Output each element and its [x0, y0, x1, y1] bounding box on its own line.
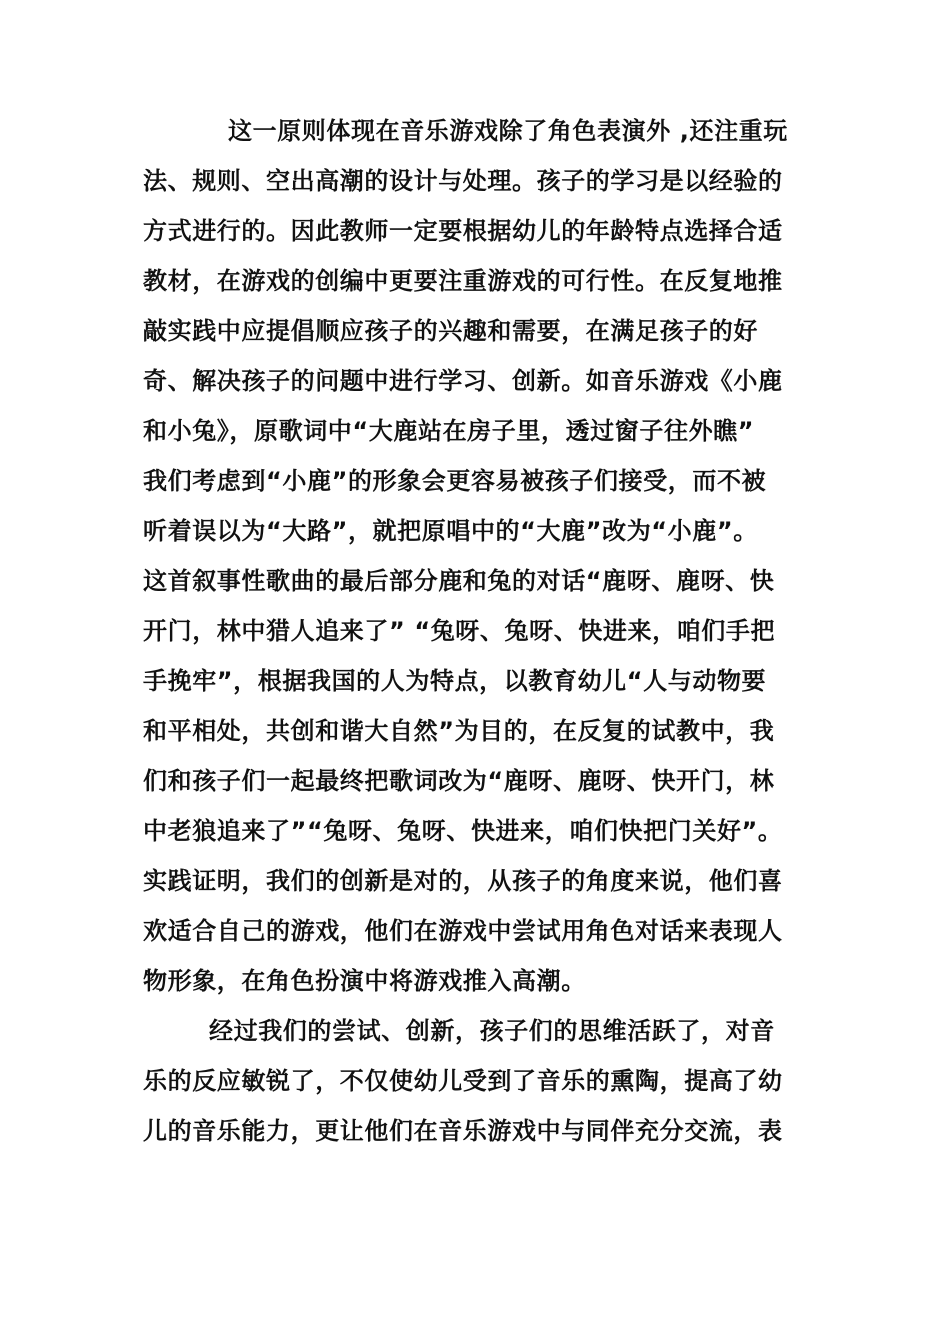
text-line: 实践证明，我们的创新是对的，从孩子的角度来说，他们喜 — [143, 867, 783, 895]
text-line: 开门，林中猎人追来了” “兔呀、兔呀、快进来，咱们手把 — [143, 617, 776, 645]
text-line: 奇、解决孩子的问题中进行学习、创新。如音乐游戏《小鹿 — [143, 367, 783, 395]
text-line: 方式进行的。因此教师一定要根据幼儿的年龄特点选择合适 — [143, 217, 783, 245]
text-line: 们和孩子们一起最终把歌词改为“鹿呀、鹿呀、快开门，林 — [143, 767, 775, 795]
paragraph-1 — [143, 106, 813, 1006]
text-line: 听着误以为“大路”，就把原唱中的“大鹿”改为“小鹿”。 — [143, 517, 758, 545]
text-line: 儿的音乐能力，更让他们在音乐游戏中与同伴充分交流，表 — [143, 1117, 783, 1145]
text-line: 手挽牢”，根据我国的人为特点，以教育幼儿“人与动物要 — [143, 667, 767, 695]
body-text — [143, 106, 813, 1156]
text-line: 这首叙事性歌曲的最后部分鹿和兔的对话“鹿呀、鹿呀、快 — [143, 567, 775, 595]
text-line: 经过我们的尝试、创新，孩子们的思维活跃了，对音 — [209, 1017, 775, 1045]
text-line: 和小兔》，原歌词中“大鹿站在房子里，透过窗子往外瞧” — [143, 417, 755, 445]
text-line: 物形象，在角色扮演中将游戏推入高潮。 — [143, 967, 586, 995]
text-line: 这一原则体现在音乐游戏除了角色表演外 ,还注重玩 — [228, 117, 788, 145]
text-line: 中老狼追来了”“兔呀、兔呀、快进来，咱们快把门关好”。 — [143, 817, 783, 845]
text-line: 乐的反应敏锐了，不仅使幼儿受到了音乐的熏陶，提高了幼 — [143, 1067, 783, 1095]
text-line: 我们考虑到“小鹿”的形象会更容易被孩子们接受，而不被 — [143, 467, 767, 495]
text-line: 教材，在游戏的创编中更要注重游戏的可行性。在反复地推 — [143, 267, 783, 295]
text-line: 敲实践中应提倡顺应孩子的兴趣和需要，在满足孩子的好 — [143, 317, 758, 345]
text-line: 和平相处，共创和谐大自然”为目的，在反复的试教中，我 — [143, 717, 775, 745]
paragraph-2 — [143, 1006, 813, 1156]
text-line: 法、规则、空出高潮的设计与处理。孩子的学习是以经验的 — [143, 167, 783, 195]
text-line: 欢适合自己的游戏，他们在游戏中尝试用角色对话来表现人 — [143, 917, 783, 945]
